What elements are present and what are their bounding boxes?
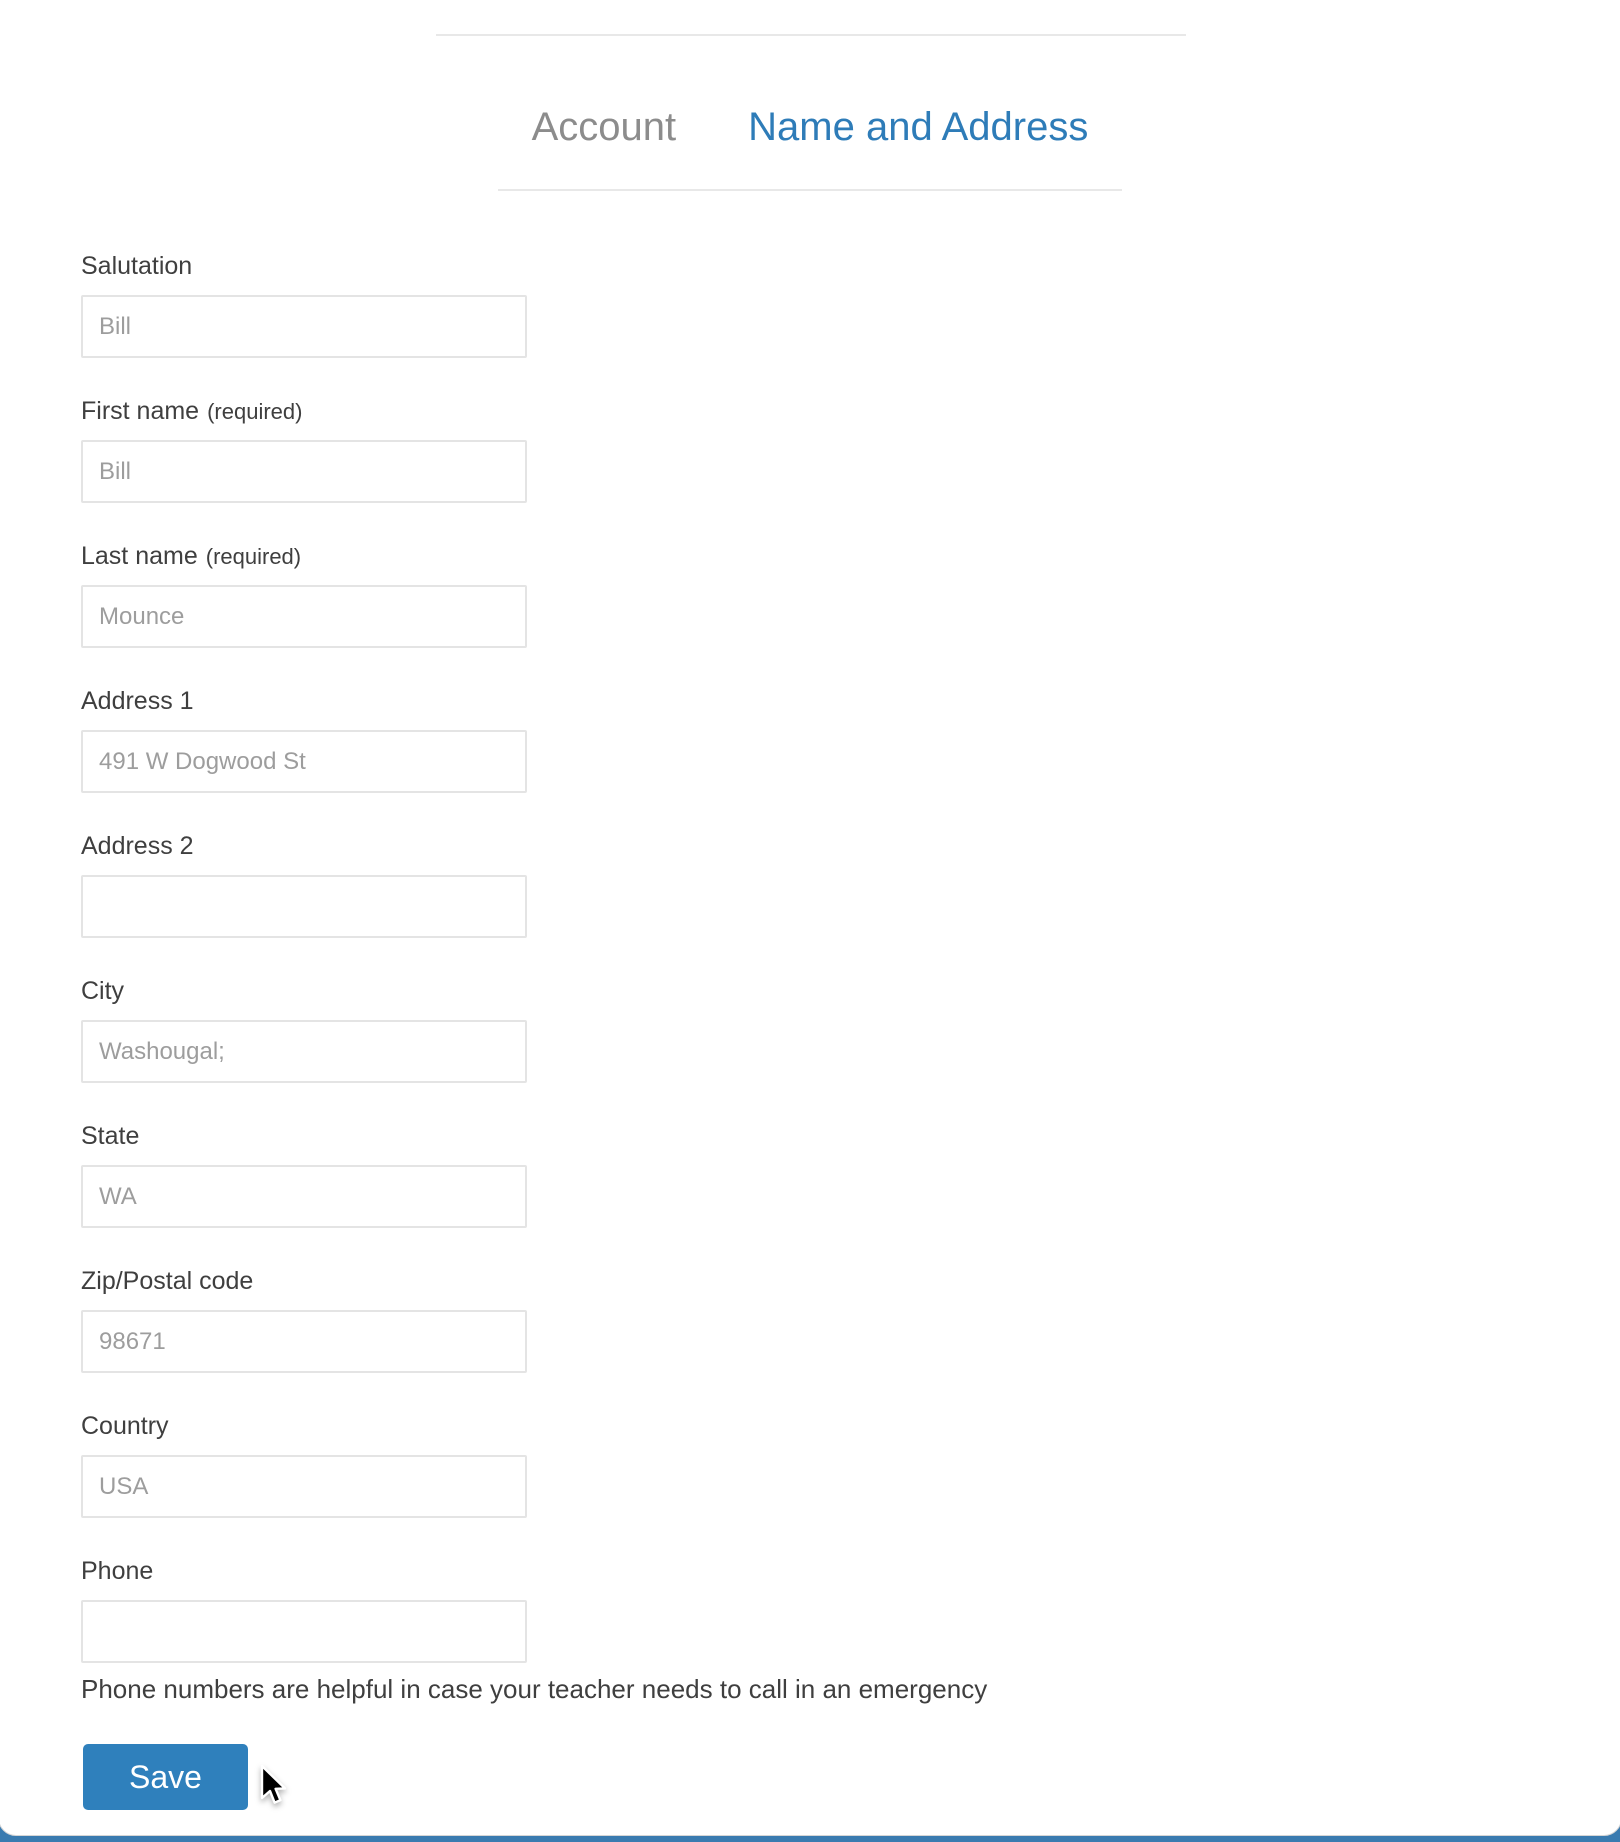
tab-name-and-address[interactable]: Name and Address bbox=[748, 105, 1089, 149]
header-top-divider bbox=[436, 34, 1186, 36]
city-input[interactable] bbox=[81, 1020, 527, 1083]
save-button[interactable]: Save bbox=[83, 1744, 248, 1810]
field-state bbox=[81, 1120, 527, 1228]
phone-input[interactable] bbox=[81, 1600, 527, 1663]
tab-underline-divider bbox=[498, 189, 1122, 191]
salutation-input[interactable] bbox=[81, 295, 527, 358]
field-label: Salutation bbox=[81, 252, 193, 280]
field-label: Last name bbox=[81, 542, 198, 570]
field-phone bbox=[81, 1555, 527, 1663]
state-input[interactable] bbox=[81, 1165, 527, 1228]
field-label: Country bbox=[81, 1412, 169, 1440]
field-label: State bbox=[81, 1122, 140, 1150]
country-input[interactable] bbox=[81, 1455, 527, 1518]
field-label: Address 1 bbox=[81, 687, 194, 715]
tab-account[interactable]: Account bbox=[531, 105, 677, 149]
tab-bar bbox=[0, 104, 1620, 150]
phone-help-text: Phone numbers are helpful in case your teacher needs to call in an emergency bbox=[81, 1674, 988, 1704]
name-address-form bbox=[81, 250, 988, 1810]
field-country bbox=[81, 1410, 527, 1518]
address-1-input[interactable] bbox=[81, 730, 527, 793]
field-address-2 bbox=[81, 830, 527, 938]
field-label: First name bbox=[81, 397, 200, 425]
field-label: City bbox=[81, 977, 125, 1005]
field-city bbox=[81, 975, 527, 1083]
field-zip-postal-code bbox=[81, 1265, 527, 1373]
required-hint: (required) bbox=[205, 544, 302, 569]
field-address-1 bbox=[81, 685, 527, 793]
address-2-input[interactable] bbox=[81, 875, 527, 938]
first-name-input[interactable] bbox=[81, 440, 527, 503]
field-first-name bbox=[81, 395, 527, 503]
field-salutation bbox=[81, 250, 527, 358]
field-label: Phone bbox=[81, 1557, 154, 1585]
zip-postal-code-input[interactable] bbox=[81, 1310, 527, 1373]
required-hint: (required) bbox=[207, 399, 303, 424]
last-name-input[interactable] bbox=[81, 585, 527, 648]
field-label: Zip/Postal code bbox=[81, 1267, 254, 1295]
field-last-name bbox=[81, 540, 527, 648]
field-label: Address 2 bbox=[81, 832, 194, 860]
